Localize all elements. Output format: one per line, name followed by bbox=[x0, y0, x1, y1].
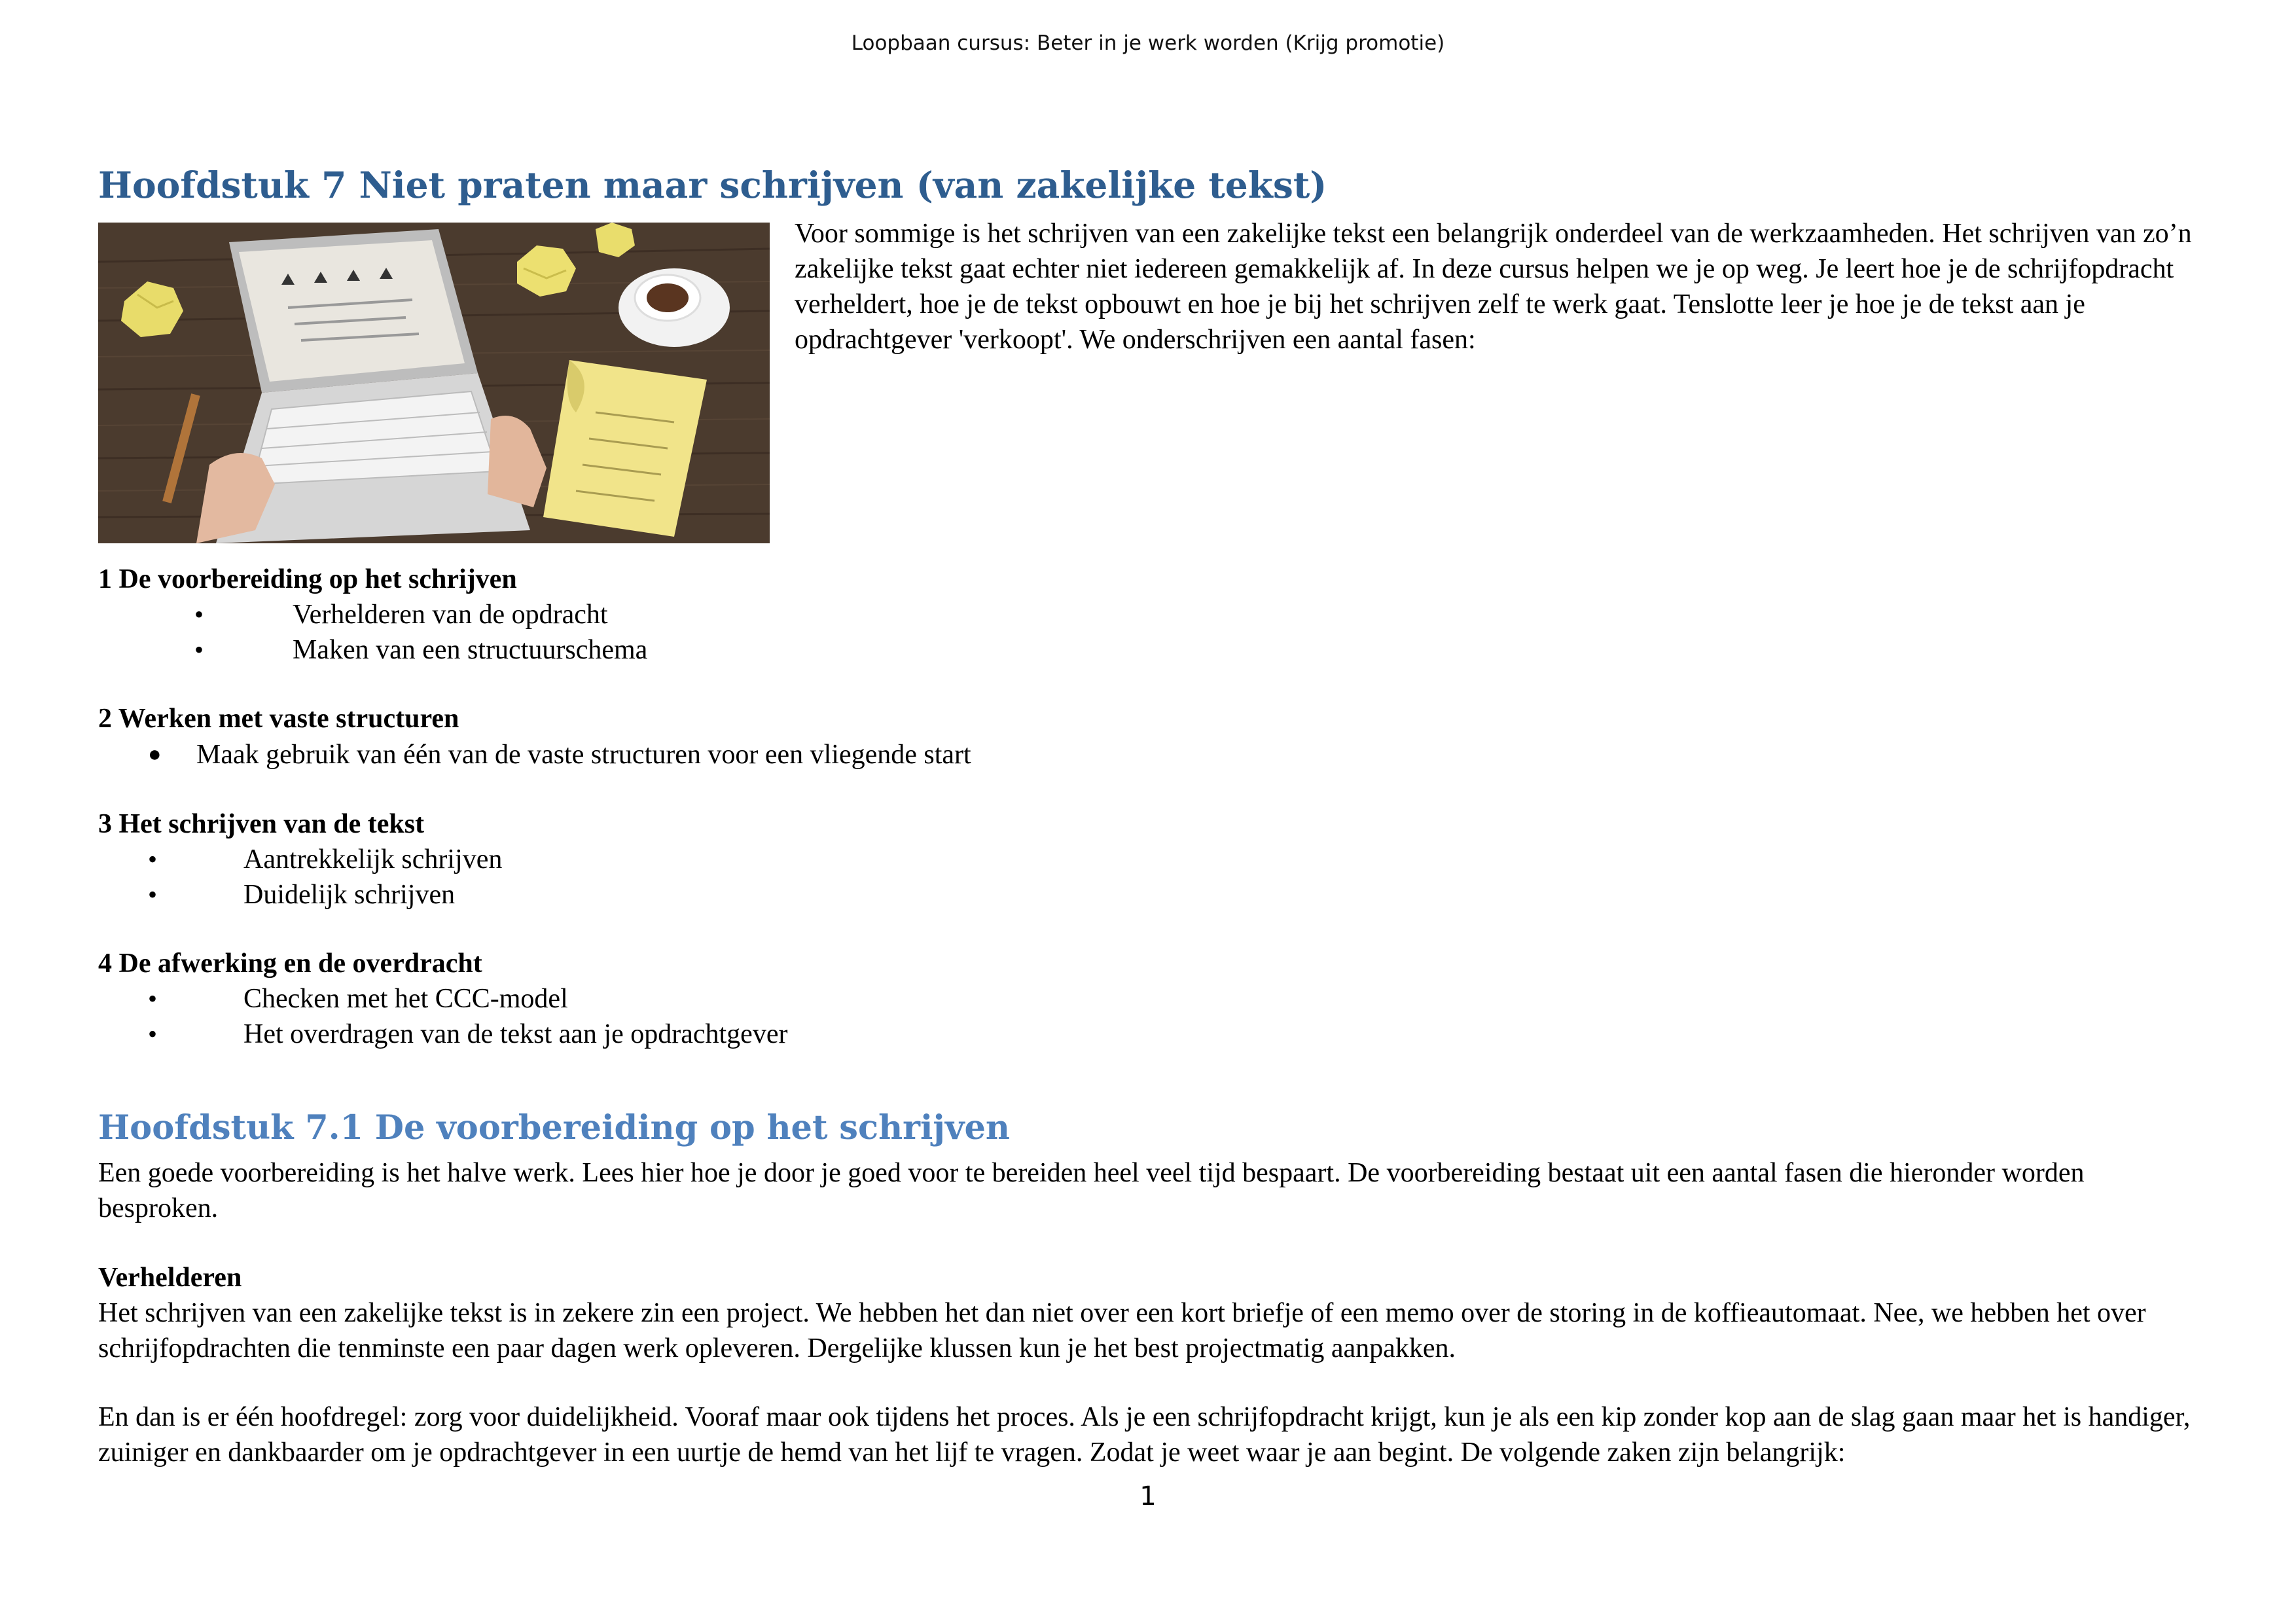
list-item: Aantrekkelijk schrijven bbox=[243, 844, 503, 875]
laptop-desk-photo bbox=[98, 223, 770, 543]
subchapter-paragraph-1: Een goede voorbereiding is het halve werk. Lees hier hoe je door je goed voor te bereiden heel veel tijd bespaart. De voorbereiding bestaat uit een aantal fasen die hieronder worden besproken. bbox=[98, 1158, 2085, 1223]
subchapter-paragraph-3: En dan is er één hoofdregel: zorg voor duidelijkheid. Vooraf maar ook tijdens het proces. Als je een schrijfopdracht krijgt, kun je als een kip zonder kop aan de slag gaan maar het is handiger, zuiniger en dankbaarder om je opdrachtgever in een uurtje de hemd van het lijf te vragen. Zodat je weet waar je aan begint. De volgende zaken zijn belangrijk: bbox=[98, 1402, 2191, 1468]
list-item: Verhelderen van de opdracht bbox=[293, 600, 608, 630]
list-bullet: • bbox=[148, 844, 158, 874]
list-item: Maak gebruik van één van de vaste structuren voor een vliegende start bbox=[196, 740, 971, 770]
section-heading-1: 1 De voorbereiding op het schrijven bbox=[98, 564, 517, 594]
list-bullet: • bbox=[148, 984, 158, 1013]
list-item: Maken van een structuurschema bbox=[293, 635, 648, 665]
list-item: Duidelijk schrijven bbox=[243, 880, 456, 910]
section-heading-4: 4 De afwerking en de overdracht bbox=[98, 948, 482, 979]
list-bullet: ● bbox=[148, 742, 162, 767]
section-heading-2: 2 Werken met vaste structuren bbox=[98, 704, 459, 734]
subchapter-paragraph-2: Het schrijven van een zakelijke tekst is in zekere zin een project. We hebben het dan niet over een kort briefje of een memo over de storing in de koffieautomaat. Nee, we hebben het over schrijfopdrachten die tenminste een paar dagen werk opleveren. Dergelijke klussen kun je het best projectmatig aanpakken. bbox=[98, 1298, 2146, 1363]
list-bullet: • bbox=[194, 600, 204, 629]
list-bullet: • bbox=[148, 880, 158, 909]
chapter-intro: Voor sommige is het schrijven van een zakelijke tekst een belangrijk onderdeel van de werkzaamheden. Het schrijven van zo’n zakelijke tekst gaat echter niet iedereen gemakkelijk af. In deze cursus helpen we je op weg. Je leert hoe je de schrijfopdracht verheldert, hoe je de tekst opbouwt en hoe je bij het schrijven zelf te werk gaat. Tenslotte leer je hoe je de tekst aan je opdrachtgever 'verkoopt'. We onderschrijven een aantal fasen: bbox=[795, 219, 2192, 355]
subchapter-subheading: Verhelderen bbox=[98, 1263, 242, 1293]
subchapter-title: Hoofdstuk 7.1 De voorbereiding op het schrijven bbox=[98, 1108, 1011, 1147]
list-item: Checken met het CCC-model bbox=[243, 984, 568, 1014]
page-header: Loopbaan cursus: Beter in je werk worden (Krijg promotie) bbox=[851, 31, 1445, 55]
list-bullet: • bbox=[148, 1019, 158, 1049]
section-heading-3: 3 Het schrijven van de tekst bbox=[98, 809, 425, 839]
list-item: Het overdragen van de tekst aan je opdrachtgever bbox=[243, 1019, 788, 1049]
list-bullet: • bbox=[194, 635, 204, 664]
page-number: 1 bbox=[1139, 1481, 1157, 1511]
chapter-title: Hoofdstuk 7 Niet praten maar schrijven (van zakelijke tekst) bbox=[98, 164, 1327, 206]
